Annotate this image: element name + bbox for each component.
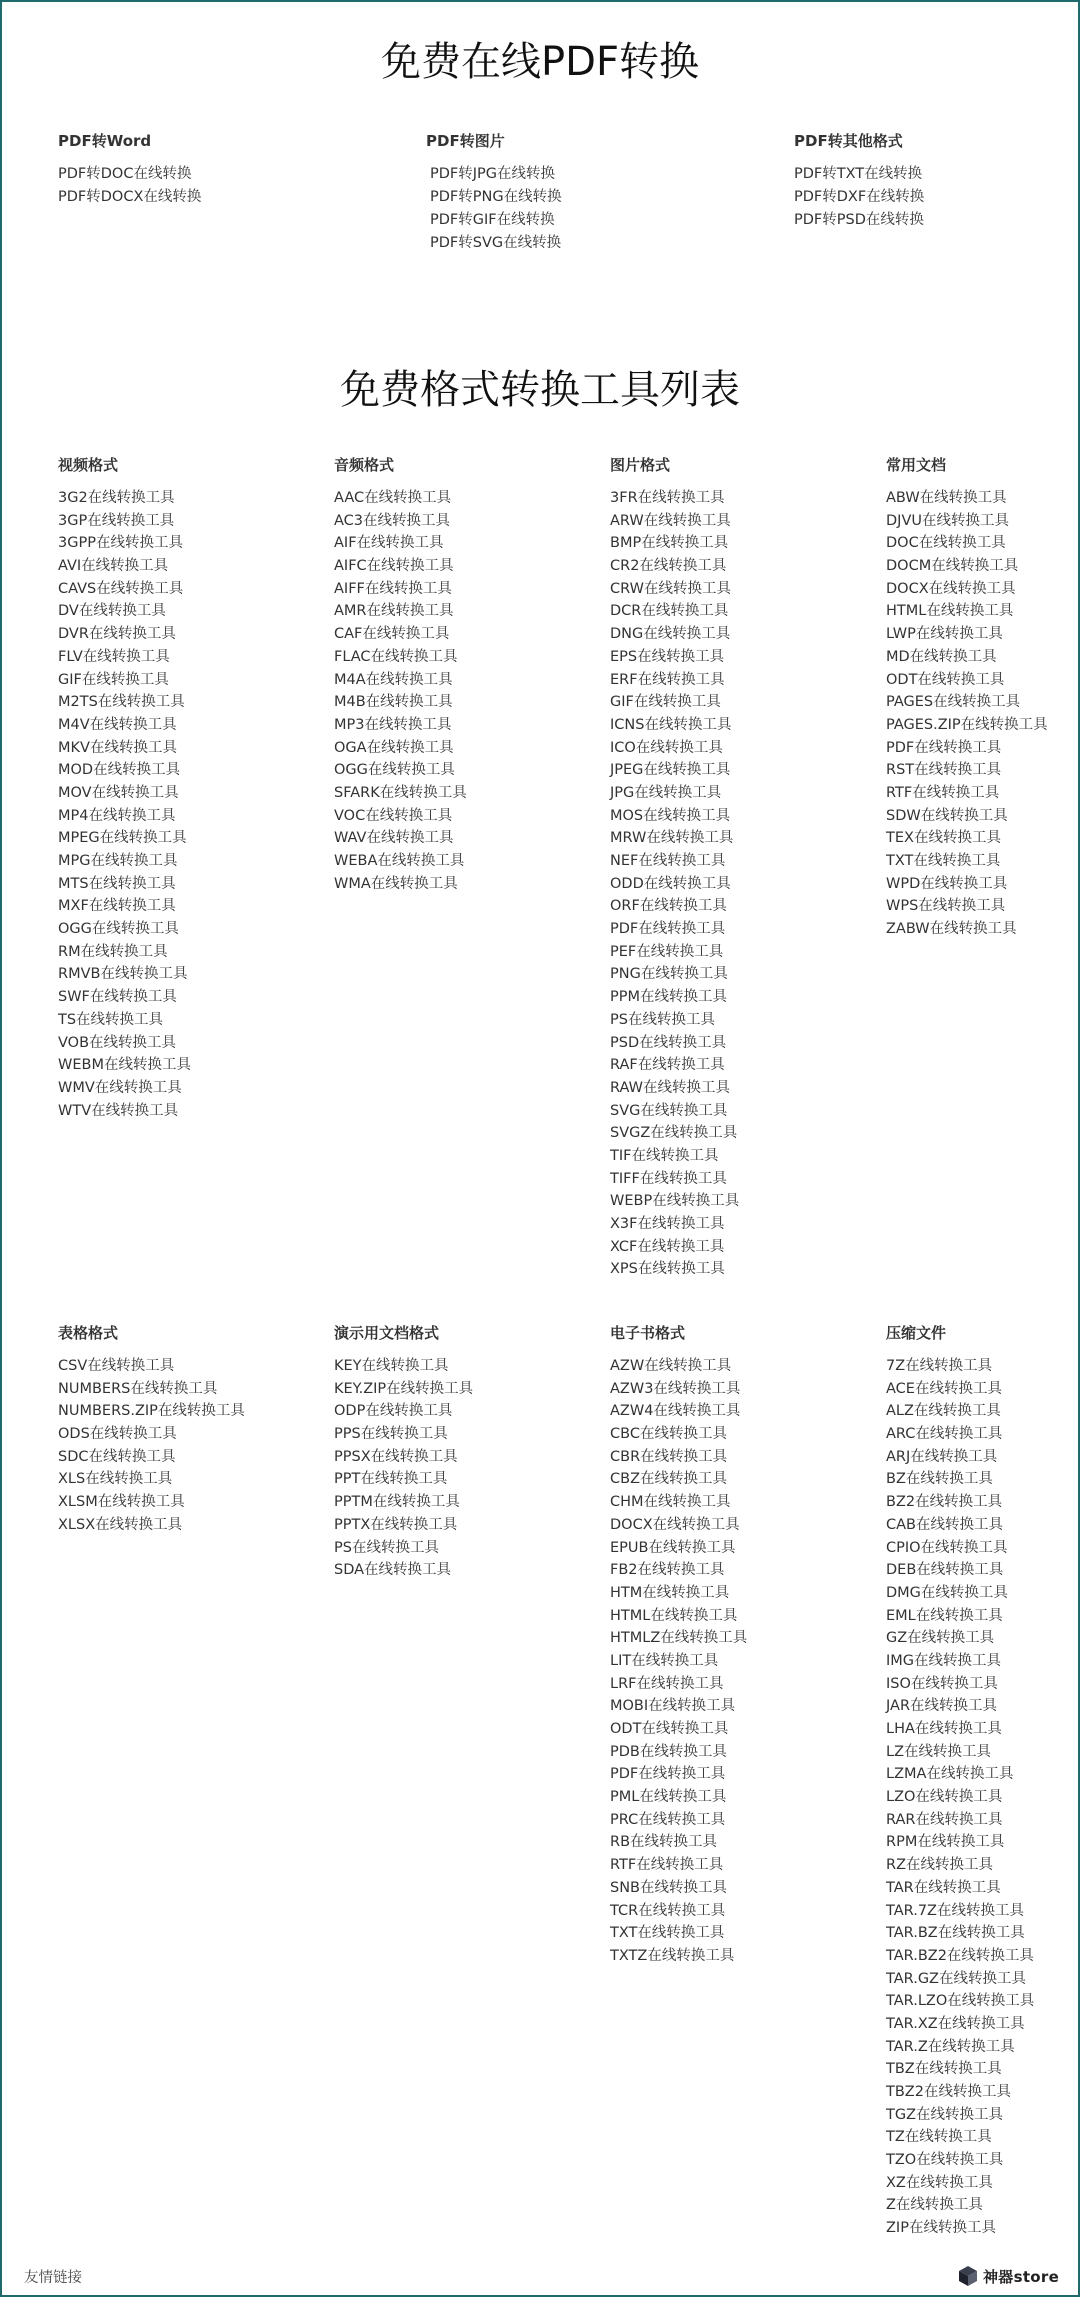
converter-tool-link[interactable]: ISO在线转换工具 <box>886 1675 998 1692</box>
converter-tool-link[interactable]: TAR在线转换工具 <box>886 1879 1001 1896</box>
converter-tool-link[interactable]: RAF在线转换工具 <box>610 1057 725 1074</box>
converter-tool-link[interactable]: ARC在线转换工具 <box>886 1426 1003 1443</box>
converter-tool-link[interactable]: DMG在线转换工具 <box>886 1584 1008 1601</box>
converter-tool-link[interactable]: NUMBERS在线转换工具 <box>58 1380 218 1397</box>
converter-tool-link[interactable]: RST在线转换工具 <box>886 762 1002 779</box>
converter-tool-link[interactable]: AMR在线转换工具 <box>334 603 454 620</box>
converter-tool-link[interactable]: TIF在线转换工具 <box>610 1147 719 1164</box>
converter-tool-link[interactable]: LWP在线转换工具 <box>886 626 1003 643</box>
format-category-heading: 图片格式 <box>610 456 671 474</box>
pdf-convert-link[interactable]: PDF转DOC在线转换 <box>58 166 192 182</box>
converter-tool-link[interactable]: TAR.BZ在线转换工具 <box>886 1925 1025 1942</box>
converter-tool-link[interactable]: SDC在线转换工具 <box>58 1448 176 1465</box>
converter-tool-link[interactable]: AIFF在线转换工具 <box>334 580 452 597</box>
converter-tool-link[interactable]: SDA在线转换工具 <box>334 1562 452 1579</box>
converter-tool-link[interactable]: WEBM在线转换工具 <box>58 1057 191 1074</box>
converter-tool-link[interactable]: EML在线转换工具 <box>886 1607 1003 1624</box>
converter-tool-link[interactable]: PDF在线转换工具 <box>886 739 1002 756</box>
converter-tool-link[interactable]: PAGES.ZIP在线转换工具 <box>886 716 1048 733</box>
pdf-section-title: 免费在线PDF转换 <box>381 39 699 85</box>
cube-logo-icon <box>958 2265 978 2287</box>
converter-tool-link[interactable]: GIF在线转换工具 <box>58 671 169 688</box>
converter-tool-link[interactable]: LIT在线转换工具 <box>610 1652 719 1669</box>
converter-tool-link[interactable]: ODS在线转换工具 <box>58 1426 177 1443</box>
converter-tool-link[interactable]: M4A在线转换工具 <box>334 671 453 688</box>
converter-link-list <box>334 1355 473 1582</box>
converter-tool-link[interactable]: WTV在线转换工具 <box>58 1102 179 1119</box>
converter-tool-link[interactable]: DVR在线转换工具 <box>58 626 176 643</box>
format-category-heading: 压缩文件 <box>886 1324 947 1342</box>
converter-tool-link[interactable]: ACE在线转换工具 <box>886 1380 1002 1397</box>
converter-tool-link[interactable]: CAVS在线转换工具 <box>58 580 184 597</box>
converter-tool-link[interactable]: ICO在线转换工具 <box>610 739 723 756</box>
converter-tool-link[interactable]: OGG在线转换工具 <box>58 921 179 938</box>
converter-tool-link[interactable]: X3F在线转换工具 <box>610 1216 725 1232</box>
converter-tool-link[interactable]: TAR.Z在线转换工具 <box>886 2038 1015 2055</box>
converter-tool-link[interactable]: ODT在线转换工具 <box>886 671 1005 688</box>
converter-tool-link[interactable]: FLAC在线转换工具 <box>334 648 458 665</box>
converter-tool-link[interactable]: DEB在线转换工具 <box>886 1562 1004 1579</box>
converter-tool-link[interactable]: XLSX在线转换工具 <box>58 1516 183 1533</box>
converter-tool-link[interactable]: LRF在线转换工具 <box>610 1675 724 1692</box>
converter-tool-link[interactable]: XLSM在线转换工具 <box>58 1494 185 1511</box>
converter-tool-link[interactable]: PDF在线转换工具 <box>610 1766 726 1783</box>
converter-tool-link[interactable]: LZMA在线转换工具 <box>886 1766 1014 1783</box>
format-category-column <box>334 455 467 895</box>
pdf-convert-link[interactable]: PDF转DXF在线转换 <box>794 189 925 205</box>
converter-tool-link[interactable]: M4B在线转换工具 <box>334 694 453 711</box>
converter-tool-link[interactable]: DOCX在线转换工具 <box>886 580 1016 597</box>
converter-tool-link[interactable]: ALZ在线转换工具 <box>886 1403 1001 1420</box>
converter-tool-link[interactable]: TBZ在线转换工具 <box>886 2061 1002 2078</box>
converter-tool-link[interactable]: RTF在线转换工具 <box>610 1857 724 1874</box>
converter-link-list <box>58 1355 245 1537</box>
converter-tool-link[interactable]: MTS在线转换工具 <box>58 875 176 892</box>
converter-tool-link[interactable]: SVGZ在线转换工具 <box>610 1125 738 1142</box>
converter-tool-link[interactable]: TGZ在线转换工具 <box>886 2106 1004 2123</box>
converter-tool-link[interactable]: WEBP在线转换工具 <box>610 1193 740 1210</box>
converter-tool-link[interactable]: WPS在线转换工具 <box>886 898 1006 915</box>
converter-tool-link[interactable]: 3GP在线转换工具 <box>58 512 175 529</box>
converter-tool-link[interactable]: GIF在线转换工具 <box>610 694 721 711</box>
converter-tool-link[interactable]: VOC在线转换工具 <box>334 807 453 824</box>
converter-tool-link[interactable]: VOB在线转换工具 <box>58 1034 177 1051</box>
converter-tool-link[interactable]: TBZ2在线转换工具 <box>886 2084 1011 2100</box>
converter-tool-link[interactable]: TZ在线转换工具 <box>886 2129 992 2146</box>
converter-tool-link[interactable]: MOS在线转换工具 <box>610 807 731 824</box>
converter-tool-link[interactable]: RAW在线转换工具 <box>610 1079 730 1096</box>
pdf-column-heading: PDF转其他格式 <box>794 132 903 150</box>
converter-tool-link[interactable]: ARW在线转换工具 <box>610 512 731 529</box>
converter-tool-link[interactable]: DOCM在线转换工具 <box>886 558 1019 575</box>
pdf-link-list <box>794 163 924 232</box>
converter-tool-link[interactable]: HTMLZ在线转换工具 <box>610 1630 748 1647</box>
pdf-column <box>794 131 924 232</box>
pdf-convert-link[interactable]: PDF转SVG在线转换 <box>430 235 562 251</box>
converter-tool-link[interactable]: PEF在线转换工具 <box>610 943 724 960</box>
converter-tool-link[interactable]: AC3在线转换工具 <box>334 512 451 529</box>
converter-tool-link[interactable]: OGA在线转换工具 <box>334 739 454 756</box>
converter-tool-link[interactable]: SWF在线转换工具 <box>58 989 177 1006</box>
converter-tool-link[interactable]: PAGES在线转换工具 <box>886 694 1021 711</box>
converter-link-list <box>610 487 739 1281</box>
converter-tool-link[interactable]: RM在线转换工具 <box>58 943 168 960</box>
converter-tool-link[interactable]: PDB在线转换工具 <box>610 1743 727 1760</box>
converter-tool-link[interactable]: PNG在线转换工具 <box>610 966 728 983</box>
converter-tool-link[interactable]: MOD在线转换工具 <box>58 762 181 779</box>
converter-tool-link[interactable]: XCF在线转换工具 <box>610 1238 725 1255</box>
format-category-column <box>610 1323 747 1968</box>
converter-tool-link[interactable]: AIFC在线转换工具 <box>334 558 454 575</box>
converter-tool-link[interactable]: PPSX在线转换工具 <box>334 1448 458 1465</box>
converter-tool-link[interactable]: SDW在线转换工具 <box>886 807 1008 824</box>
converter-tool-link[interactable]: CPIO在线转换工具 <box>886 1539 1008 1556</box>
converter-link-list <box>58 487 191 1122</box>
pdf-convert-link[interactable]: PDF转DOCX在线转换 <box>58 189 202 205</box>
converter-tool-link[interactable]: AZW3在线转换工具 <box>610 1380 741 1397</box>
converter-tool-link[interactable]: MP3在线转换工具 <box>334 716 452 733</box>
brand-name: 神器store <box>983 2267 1060 2286</box>
converter-tool-link[interactable]: RB在线转换工具 <box>610 1834 718 1851</box>
converter-tool-link[interactable]: FLV在线转换工具 <box>58 648 170 665</box>
converter-link-list <box>334 487 467 895</box>
converter-tool-link[interactable]: AAC在线转换工具 <box>334 490 452 506</box>
format-category-heading: 表格格式 <box>58 1324 119 1342</box>
converter-tool-link[interactable]: M2TS在线转换工具 <box>58 694 185 711</box>
format-category-heading: 电子书格式 <box>610 1324 686 1342</box>
converter-tool-link[interactable]: TAR.GZ在线转换工具 <box>886 1970 1026 1987</box>
converter-tool-link[interactable]: 3G2在线转换工具 <box>58 490 175 506</box>
converter-tool-link[interactable]: ABW在线转换工具 <box>886 490 1007 506</box>
converter-tool-link[interactable]: CAB在线转换工具 <box>886 1516 1003 1533</box>
converter-tool-link[interactable]: DOC在线转换工具 <box>886 535 1006 552</box>
tools-section-title: 免费格式转换工具列表 <box>340 367 740 413</box>
converter-tool-link[interactable]: PML在线转换工具 <box>610 1789 727 1806</box>
converter-tool-link[interactable]: BZ在线转换工具 <box>886 1471 993 1488</box>
converter-tool-link[interactable]: CHM在线转换工具 <box>610 1494 731 1511</box>
converter-tool-link[interactable]: NUMBERS.ZIP在线转换工具 <box>58 1403 245 1420</box>
converter-tool-link[interactable]: 3GPP在线转换工具 <box>58 535 183 552</box>
converter-tool-link[interactable]: NEF在线转换工具 <box>610 853 726 869</box>
converter-tool-link[interactable]: WAV在线转换工具 <box>334 830 454 847</box>
converter-tool-link[interactable]: TAR.LZO在线转换工具 <box>886 1993 1035 2010</box>
converter-tool-link[interactable]: WMV在线转换工具 <box>58 1079 182 1096</box>
converter-tool-link[interactable]: XZ在线转换工具 <box>886 2174 993 2191</box>
converter-tool-link[interactable]: AZW4在线转换工具 <box>610 1403 741 1420</box>
converter-tool-link[interactable]: TXT在线转换工具 <box>886 853 1001 869</box>
converter-tool-link[interactable]: TEX在线转换工具 <box>886 830 1001 847</box>
converter-tool-link[interactable]: TAR.XZ在线转换工具 <box>886 2015 1025 2032</box>
converter-tool-link[interactable]: TS在线转换工具 <box>58 1011 164 1028</box>
converter-tool-link[interactable]: MP4在线转换工具 <box>58 807 176 824</box>
pdf-link-list <box>426 163 562 255</box>
converter-tool-link[interactable]: 3FR在线转换工具 <box>610 490 725 506</box>
friend-links-link[interactable]: 友情链接 <box>24 2270 82 2286</box>
converter-tool-link[interactable]: AIF在线转换工具 <box>334 535 444 552</box>
converter-tool-link[interactable]: RAR在线转换工具 <box>886 1811 1003 1828</box>
converter-tool-link[interactable]: OGG在线转换工具 <box>334 762 455 779</box>
converter-tool-link[interactable]: PPTX在线转换工具 <box>334 1516 458 1533</box>
converter-tool-link[interactable]: MRW在线转换工具 <box>610 830 734 847</box>
converter-tool-link[interactable]: TCR在线转换工具 <box>610 1902 726 1919</box>
converter-tool-link[interactable]: GZ在线转换工具 <box>886 1630 995 1647</box>
converter-tool-link[interactable]: PPT在线转换工具 <box>334 1471 448 1488</box>
pdf-convert-link[interactable]: PDF转PSD在线转换 <box>794 212 924 228</box>
converter-tool-link[interactable]: RPM在线转换工具 <box>886 1834 1005 1851</box>
converter-tool-link[interactable]: MXF在线转换工具 <box>58 898 176 915</box>
converter-link-list <box>886 487 1048 941</box>
converter-tool-link[interactable]: HTML在线转换工具 <box>886 603 1014 620</box>
converter-tool-link[interactable]: EPS在线转换工具 <box>610 648 725 665</box>
converter-tool-link[interactable]: ZIP在线转换工具 <box>886 2220 996 2237</box>
converter-tool-link[interactable]: PSD在线转换工具 <box>610 1034 727 1051</box>
pdf-column-heading: PDF转Word <box>58 132 152 150</box>
converter-tool-link[interactable]: LZ在线转换工具 <box>886 1743 992 1760</box>
pdf-convert-link[interactable]: PDF转JPG在线转换 <box>430 166 556 182</box>
converter-tool-link[interactable]: ODT在线转换工具 <box>610 1721 729 1737</box>
converter-tool-link[interactable]: RTF在线转换工具 <box>886 784 1000 801</box>
converter-tool-link[interactable]: TZO在线转换工具 <box>886 2152 1004 2169</box>
converter-tool-link[interactable]: MOBI在线转换工具 <box>610 1698 736 1715</box>
converter-tool-link[interactable]: CAF在线转换工具 <box>334 626 450 643</box>
converter-tool-link[interactable]: IMG在线转换工具 <box>886 1652 1002 1669</box>
converter-tool-link[interactable]: WPD在线转换工具 <box>886 875 1008 892</box>
converter-tool-link[interactable]: PDF在线转换工具 <box>610 921 726 938</box>
converter-tool-link[interactable]: MKV在线转换工具 <box>58 739 177 756</box>
converter-tool-link[interactable]: BMP在线转换工具 <box>610 535 729 552</box>
converter-tool-link[interactable]: CR2在线转换工具 <box>610 558 727 575</box>
converter-tool-link[interactable]: PS在线转换工具 <box>334 1539 439 1556</box>
converter-tool-link[interactable]: PPTM在线转换工具 <box>334 1494 460 1511</box>
converter-tool-link[interactable]: ARJ在线转换工具 <box>886 1448 998 1465</box>
converter-tool-link[interactable]: XPS在线转换工具 <box>610 1261 725 1278</box>
converter-tool-link[interactable]: MD在线转换工具 <box>886 648 997 665</box>
format-category-heading: 音频格式 <box>334 456 395 474</box>
converter-tool-link[interactable]: FB2在线转换工具 <box>610 1562 725 1579</box>
pdf-column-heading: PDF转图片 <box>426 132 505 150</box>
converter-tool-link[interactable]: TXTZ在线转换工具 <box>610 1947 735 1964</box>
format-category-column <box>886 455 1048 941</box>
converter-tool-link[interactable]: ODD在线转换工具 <box>610 875 731 892</box>
format-category-heading: 常用文档 <box>886 456 947 474</box>
converter-tool-link[interactable]: DCR在线转换工具 <box>610 603 729 620</box>
converter-tool-link[interactable]: SFARK在线转换工具 <box>334 784 467 801</box>
converter-tool-link[interactable]: LZO在线转换工具 <box>886 1789 1003 1806</box>
converter-tool-link[interactable]: TIFF在线转换工具 <box>610 1170 727 1187</box>
converter-tool-link[interactable]: Z在线转换工具 <box>886 2197 983 2214</box>
converter-tool-link[interactable]: EPUB在线转换工具 <box>610 1539 736 1556</box>
converter-tool-link[interactable]: KEY.ZIP在线转换工具 <box>334 1380 474 1397</box>
format-category-column <box>610 455 739 1281</box>
converter-tool-link[interactable]: LHA在线转换工具 <box>886 1721 1002 1737</box>
converter-tool-link[interactable]: SNB在线转换工具 <box>610 1879 727 1896</box>
converter-tool-link[interactable]: XLS在线转换工具 <box>58 1471 173 1488</box>
converter-tool-link[interactable]: MOV在线转换工具 <box>58 784 179 801</box>
converter-tool-link[interactable]: TAR.BZ2在线转换工具 <box>886 1947 1034 1964</box>
converter-tool-link[interactable]: ZABW在线转换工具 <box>886 921 1017 938</box>
converter-tool-link[interactable]: MPG在线转换工具 <box>58 853 178 869</box>
converter-tool-link[interactable]: CBR在线转换工具 <box>610 1448 728 1465</box>
converter-tool-link[interactable]: ICNS在线转换工具 <box>610 716 732 733</box>
converter-tool-link[interactable]: PS在线转换工具 <box>610 1011 715 1028</box>
converter-tool-link[interactable]: CBZ在线转换工具 <box>610 1471 728 1488</box>
converter-tool-link[interactable]: AVI在线转换工具 <box>58 558 169 575</box>
converter-tool-link[interactable]: PRC在线转换工具 <box>610 1811 726 1828</box>
converter-tool-link[interactable]: HTML在线转换工具 <box>610 1607 738 1624</box>
format-category-heading: 演示用文档格式 <box>334 1324 440 1342</box>
converter-tool-link[interactable]: WEBA在线转换工具 <box>334 853 465 869</box>
converter-tool-link[interactable]: MPEG在线转换工具 <box>58 830 187 847</box>
pdf-column <box>426 131 562 255</box>
converter-tool-link[interactable]: SVG在线转换工具 <box>610 1102 728 1119</box>
pdf-convert-link[interactable]: PDF转TXT在线转换 <box>794 166 923 182</box>
converter-tool-link[interactable]: ODP在线转换工具 <box>334 1403 453 1420</box>
converter-tool-link[interactable]: CRW在线转换工具 <box>610 580 731 597</box>
format-category-heading: 视频格式 <box>58 456 119 474</box>
converter-tool-link[interactable]: JAR在线转换工具 <box>886 1698 998 1715</box>
converter-tool-link[interactable]: KEY在线转换工具 <box>334 1358 449 1374</box>
pdf-column <box>58 131 201 209</box>
converter-tool-link[interactable]: DJVU在线转换工具 <box>886 512 1009 529</box>
converter-tool-link[interactable]: M4V在线转换工具 <box>58 716 177 733</box>
converter-tool-link[interactable]: WMA在线转换工具 <box>334 875 458 892</box>
converter-tool-link[interactable]: HTM在线转换工具 <box>610 1584 730 1601</box>
converter-link-list <box>610 1355 747 1968</box>
format-category-column <box>58 1323 245 1537</box>
pdf-link-list <box>58 163 201 209</box>
format-category-column <box>886 1323 1034 2240</box>
converter-link-list <box>886 1355 1034 2240</box>
converter-tool-link[interactable]: PPM在线转换工具 <box>610 989 727 1006</box>
converter-tool-link[interactable]: DNG在线转换工具 <box>610 626 731 643</box>
converter-tool-link[interactable]: ORF在线转换工具 <box>610 898 727 915</box>
converter-tool-link[interactable]: DOCX在线转换工具 <box>610 1516 740 1533</box>
converter-tool-link[interactable]: JPG在线转换工具 <box>610 784 722 801</box>
converter-tool-link[interactable]: CSV在线转换工具 <box>58 1358 175 1374</box>
converter-tool-link[interactable]: BZ2在线转换工具 <box>886 1494 1003 1511</box>
converter-tool-link[interactable]: CBC在线转换工具 <box>610 1426 727 1443</box>
pdf-convert-link[interactable]: PDF转PNG在线转换 <box>430 189 562 205</box>
format-category-column <box>58 455 191 1122</box>
converter-tool-link[interactable]: RMVB在线转换工具 <box>58 966 188 983</box>
converter-tool-link[interactable]: AZW在线转换工具 <box>610 1358 732 1374</box>
converter-tool-link[interactable]: 7Z在线转换工具 <box>886 1358 993 1374</box>
converter-tool-link[interactable]: PPS在线转换工具 <box>334 1426 448 1443</box>
converter-tool-link[interactable]: JPEG在线转换工具 <box>610 762 731 779</box>
converter-tool-link[interactable]: DV在线转换工具 <box>58 603 166 620</box>
converter-tool-link[interactable]: TXT在线转换工具 <box>610 1925 725 1942</box>
converter-tool-link[interactable]: ERF在线转换工具 <box>610 671 725 688</box>
brand-logo[interactable] <box>958 2264 1059 2288</box>
converter-tool-link[interactable]: TAR.7Z在线转换工具 <box>886 1902 1024 1919</box>
pdf-convert-link[interactable]: PDF转GIF在线转换 <box>430 212 555 228</box>
format-category-column <box>334 1323 473 1582</box>
converter-tool-link[interactable]: RZ在线转换工具 <box>886 1857 994 1874</box>
